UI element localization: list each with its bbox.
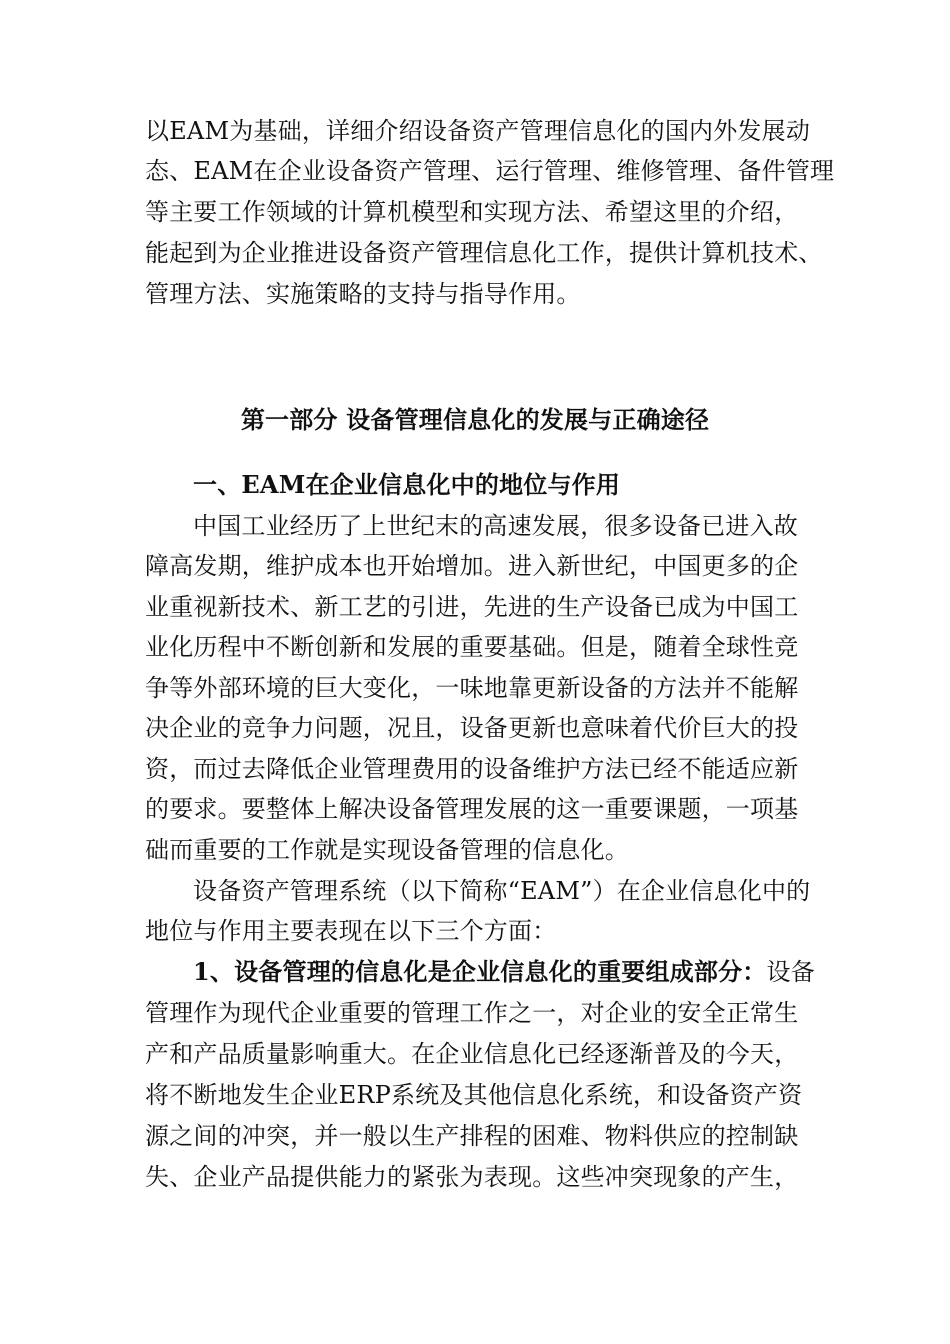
paragraph1-line-9: 础而重要的工作就是实现设备管理的信息化。 <box>145 836 629 864</box>
point1-first-line-rest: 设备 <box>766 958 815 986</box>
intro-line-5: 管理方法、实施策略的支持与指导作用。 <box>145 280 581 308</box>
paragraph2-line-2: 地位与作用主要表现在以下三个方面： <box>145 917 557 945</box>
intro-line-3: 等主要工作领域的计算机模型和实现方法、希望这里的介绍， <box>145 198 799 226</box>
part-title: 第一部分 设备管理信息化的发展与正确途径 <box>240 405 710 434</box>
paragraph1-line-5: 争等外部环境的巨大变化，一味地靠更新设备的方法并不能解 <box>145 674 799 702</box>
paragraph2-line-1: 设备资产管理系统（以下简称“EAM”）在企业信息化中的 <box>193 877 811 905</box>
intro-line-4: 能起到为企业推进设备资产管理信息化工作，提供计算机技术、 <box>145 239 823 267</box>
paragraph1-line-7: 资，而过去降低企业管理费用的设备维护方法已经不能适应新 <box>145 755 799 783</box>
point1-line-3: 产和产品质量影响重大。在企业信息化已经逐渐普及的今天， <box>145 1040 799 1068</box>
point1-heading: 1、设备管理的信息化是企业信息化的重要组成部分： <box>193 957 767 986</box>
point1-line-4: 将不断地发生企业ERP系统及其他信息化系统，和设备资产资 <box>145 1081 803 1109</box>
point1-first-line <box>193 957 815 987</box>
point1-line-2: 管理作为现代企业重要的管理工作之一，对企业的安全正常生 <box>145 999 799 1027</box>
paragraph1-line-3: 业重视新技术、新工艺的引进，先进的生产设备已成为中国工 <box>145 593 799 621</box>
intro-line-1: 以EAM为基础，详细介绍设备资产管理信息化的国内外发展动 <box>145 117 811 145</box>
paragraph1-line-2: 障高发期，维护成本也开始增加。进入新世纪，中国更多的企 <box>145 552 799 580</box>
paragraph1-line-8: 的要求。要整体上解决设备管理发展的这一重要课题，一项基 <box>145 795 799 823</box>
paragraph1-line-1: 中国工业经历了上世纪末的高速发展，很多设备已进入故 <box>193 512 798 540</box>
point1-line-5: 源之间的冲突，并一般以生产排程的困难、物料供应的控制缺 <box>145 1122 799 1150</box>
paragraph1-line-6: 决企业的竞争力问题，况且，设备更新也意味着代价巨大的投 <box>145 714 799 742</box>
intro-line-2: 态、EAM在企业设备资产管理、运行管理、维修管理、备件管理 <box>145 157 835 185</box>
point1-line-6: 失、企业产品提供能力的紧张为表现。这些冲突现象的产生， <box>145 1163 799 1191</box>
section-title: 一、EAM在企业信息化中的地位与作用 <box>193 470 621 499</box>
paragraph1-line-4: 业化历程中不断创新和发展的重要基础。但是，随着全球性竞 <box>145 633 799 661</box>
